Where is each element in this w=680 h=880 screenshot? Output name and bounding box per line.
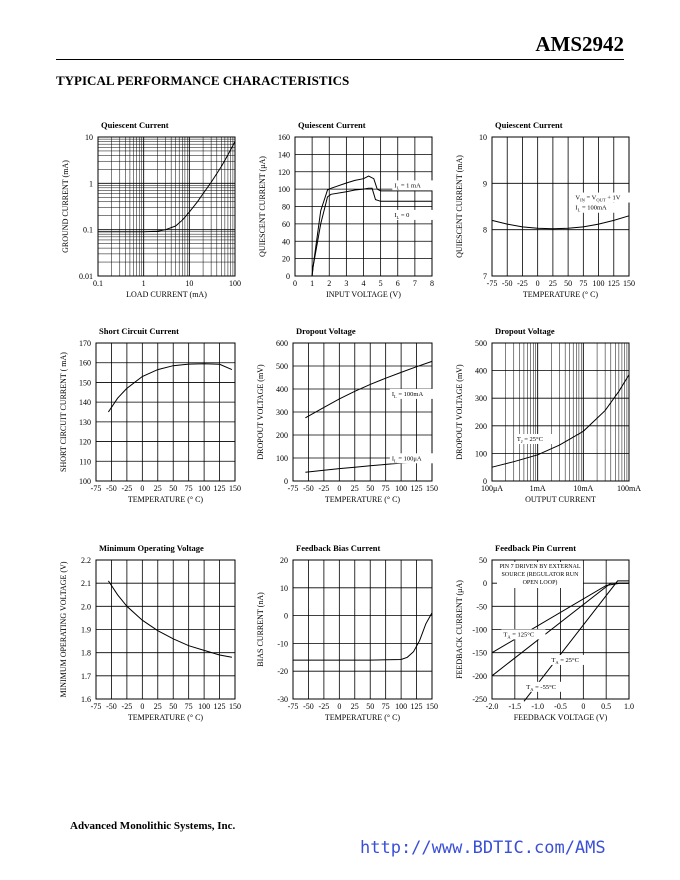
chart-title: Quiescent Current <box>101 120 169 130</box>
x-tick-label: -0.5 <box>554 702 567 711</box>
x-tick-label: 75 <box>184 702 193 711</box>
y-tick-label: 100 <box>278 185 290 195</box>
y-tick-label: 140 <box>79 398 91 408</box>
x-axis-label: LOAD CURRENT (mA) <box>126 290 207 299</box>
y-tick-label: 100 <box>79 477 91 486</box>
y-tick-label: 0 <box>284 477 288 486</box>
plot-frame <box>492 343 629 481</box>
series-line-1 <box>312 176 432 276</box>
x-tick-label: 25 <box>350 702 359 711</box>
x-axis-label: INPUT VOLTAGE (V) <box>326 290 401 299</box>
y-tick-label: 1.7 <box>81 671 91 681</box>
x-tick-label: -50 <box>501 279 513 288</box>
annotation: $I_L = 0$ <box>394 211 410 220</box>
y-tick-label: 80 <box>282 202 290 212</box>
chart-title: Quiescent Current <box>298 120 366 130</box>
y-tick-label: 8 <box>483 225 487 235</box>
y-tick-label: 9 <box>483 179 487 189</box>
x-tick-label: 1.0 <box>624 702 634 711</box>
chart-8 <box>256 543 438 722</box>
y-axis-label: DROPOUT VOLTAGE (mV) <box>256 364 265 460</box>
y-tick-label: 7 <box>483 272 487 281</box>
y-tick-label: 110 <box>79 457 91 467</box>
x-tick-label: -1.5 <box>508 702 522 711</box>
x-axis-label: TEMPERATURE (° C) <box>324 495 401 504</box>
x-tick-label: -75 <box>90 484 102 493</box>
annotation: $T_A = -55^\circ C$ <box>526 683 556 692</box>
series-line-2 <box>312 188 432 276</box>
x-tick-label: 25 <box>548 279 557 288</box>
x-tick-label: 100 <box>198 702 211 711</box>
y-tick-label: 300 <box>475 394 487 404</box>
x-tick-label: 6 <box>395 279 400 288</box>
x-tick-label: 0 <box>140 484 145 493</box>
x-tick-label: -1.0 <box>531 702 545 711</box>
x-axis-label: OUTPUT CURRENT <box>525 495 596 504</box>
x-tick-label: -75 <box>90 702 102 711</box>
chart-7 <box>59 543 241 722</box>
x-tick-label: 7 <box>412 279 417 288</box>
x-tick-label: 10 <box>185 279 194 288</box>
chart-title: Minimum Operating Voltage <box>99 543 204 553</box>
x-tick-label: 0.5 <box>601 702 612 711</box>
company-name: Advanced Monolithic Systems, Inc. <box>70 820 236 832</box>
x-tick-label: 125 <box>410 702 423 711</box>
y-tick-label: 60 <box>282 219 290 229</box>
y-axis-label: QUIESCENT CURRENT (mA) <box>455 155 464 258</box>
y-tick-label: -200 <box>472 671 487 681</box>
chart-4 <box>59 326 241 504</box>
y-tick-label: 160 <box>278 133 290 142</box>
x-axis-label: TEMPERATURE (° C) <box>127 713 204 722</box>
chart-6 <box>455 326 641 504</box>
annotation: $I_L = 100mA$ <box>575 204 607 213</box>
y-tick-label: 120 <box>79 437 91 447</box>
x-tick-label: 100mA <box>617 484 641 493</box>
x-tick-label: 10mA <box>573 484 594 493</box>
y-tick-label: 10 <box>479 133 487 142</box>
x-tick-label: 125 <box>410 484 423 493</box>
y-axis-label: QUIESCENT CURRENT (μA) <box>258 156 267 257</box>
x-tick-label: 100μA <box>480 484 504 493</box>
x-tick-label: 100 <box>198 484 211 493</box>
x-tick-label: 2 <box>327 279 332 288</box>
x-tick-label: 150 <box>426 484 438 493</box>
y-tick-label: 50 <box>479 556 487 565</box>
y-tick-label: 200 <box>276 431 288 440</box>
x-tick-label: 100 <box>592 279 605 288</box>
chart-9 <box>455 543 634 722</box>
annotation: $T_A = 125^\circ C$ <box>503 631 535 640</box>
x-tick-label: 1 <box>310 279 315 288</box>
note-line: PIN 7 DRIVEN BY EXTERNAL <box>499 564 581 570</box>
y-tick-label: 0 <box>284 611 288 621</box>
x-tick-label: 125 <box>213 484 226 493</box>
y-tick-label: 600 <box>276 339 288 348</box>
x-tick-label: 3 <box>344 279 349 288</box>
x-tick-label: 150 <box>426 702 438 711</box>
y-axis-label: GROUND CURRENT (mA) <box>61 160 70 253</box>
x-tick-label: 50 <box>169 702 178 711</box>
series-line-1 <box>492 216 629 229</box>
y-tick-label: 0.1 <box>83 225 93 235</box>
x-tick-label: -25 <box>318 702 330 711</box>
x-axis-label: TEMPERATURE (° C) <box>127 495 204 504</box>
grid <box>96 560 235 699</box>
y-tick-label: 1.6 <box>81 695 91 704</box>
y-tick-label: -150 <box>472 648 487 658</box>
x-tick-label: 75 <box>381 702 390 711</box>
y-tick-label: 400 <box>276 385 288 394</box>
annotation: $I_L = 1$ mA <box>394 182 421 191</box>
annotation: $I_L = 100\mu A$ <box>391 455 422 464</box>
y-axis-label: MINIMUM OPERATING VOLTAGE (V) <box>59 561 68 698</box>
x-tick-label: -25 <box>121 702 133 711</box>
note-line: SOURCE (REGULATOR RUN <box>501 572 579 578</box>
y-tick-label: 2.1 <box>81 579 91 589</box>
y-tick-label: 0.01 <box>79 272 93 281</box>
x-tick-label: -75 <box>287 702 299 711</box>
series-line-1 <box>98 142 235 232</box>
y-axis-label: DROPOUT VOLTAGE (mV) <box>455 364 464 460</box>
chart-title: Feedback Bias Current <box>296 543 381 553</box>
x-tick-label: 100 <box>395 484 408 493</box>
chart-title: Feedback Pin Current <box>495 543 577 553</box>
part-number: AMS2942 <box>535 32 624 56</box>
x-tick-label: 150 <box>623 279 635 288</box>
x-tick-label: 150 <box>229 484 241 493</box>
x-tick-label: 0 <box>581 702 586 711</box>
x-tick-label: 0 <box>535 279 540 288</box>
y-tick-label: 100 <box>475 449 487 459</box>
y-tick-label: 500 <box>475 339 487 348</box>
plot-frame <box>293 560 432 699</box>
chart-title: Dropout Voltage <box>296 326 356 336</box>
y-tick-label: 0 <box>483 477 487 486</box>
x-tick-label: 50 <box>169 484 178 493</box>
y-tick-label: 160 <box>79 358 91 368</box>
chart-title: Quiescent Current <box>495 120 563 130</box>
grid <box>98 137 235 276</box>
x-tick-label: -75 <box>287 484 299 493</box>
x-tick-label: 0.1 <box>93 279 103 288</box>
y-tick-label: -20 <box>277 667 288 677</box>
y-tick-label: 20 <box>280 556 288 565</box>
y-tick-label: 1.8 <box>81 648 91 658</box>
x-tick-label: -2.0 <box>485 702 499 711</box>
x-tick-label: 50 <box>564 279 573 288</box>
y-tick-label: -100 <box>472 625 487 635</box>
series-line-1 <box>293 613 432 660</box>
y-tick-label: 200 <box>475 421 487 431</box>
x-tick-label: 50 <box>366 702 375 711</box>
chart-title: Dropout Voltage <box>495 326 555 336</box>
y-tick-label: -10 <box>277 639 288 649</box>
annotation: $T_A = 25^\circ C$ <box>551 656 579 665</box>
y-tick-label: 500 <box>276 362 288 371</box>
y-tick-label: 130 <box>79 417 91 427</box>
y-axis-label: SHORT CIRCUIT CURRENT ( mA) <box>59 352 68 472</box>
x-tick-label: -50 <box>106 702 117 711</box>
x-tick-label: -50 <box>303 702 314 711</box>
chart-5 <box>256 326 438 504</box>
y-tick-label: 10 <box>280 583 288 593</box>
x-tick-label: -25 <box>318 484 330 493</box>
y-tick-label: 300 <box>276 408 288 417</box>
y-tick-label: 10 <box>85 133 93 142</box>
chart-1 <box>61 120 241 299</box>
chart-3 <box>455 120 635 299</box>
x-tick-label: 0 <box>337 702 342 711</box>
x-tick-label: -75 <box>486 279 498 288</box>
x-axis-label: FEEDBACK VOLTAGE (V) <box>513 713 608 722</box>
chart-title: Short Circuit Current <box>99 326 179 336</box>
y-tick-label: -250 <box>472 695 487 704</box>
section-title: TYPICAL PERFORMANCE CHARACTERISTICS <box>56 73 350 88</box>
x-tick-label: 0 <box>140 702 145 711</box>
x-tick-label: 75 <box>579 279 588 288</box>
y-tick-label: 1.9 <box>81 625 91 635</box>
x-tick-label: -25 <box>121 484 133 493</box>
x-tick-label: 1mA <box>529 484 546 493</box>
y-tick-label: 2.0 <box>81 602 91 612</box>
y-tick-label: 100 <box>276 454 288 463</box>
y-tick-label: 120 <box>278 167 290 177</box>
annotation: $I_L = 100mA$ <box>391 390 424 399</box>
x-axis-label: TEMPERATURE (° C) <box>324 713 401 722</box>
y-tick-label: 20 <box>282 254 290 264</box>
y-tick-label: 1 <box>89 179 93 189</box>
y-axis-label: FEEDBACK CURRENT (μA) <box>455 580 464 679</box>
y-tick-label: 0 <box>286 272 290 281</box>
annotation: $T_J = 25^\circ C$ <box>516 435 543 444</box>
x-tick-label: 25 <box>153 702 162 711</box>
x-tick-label: 75 <box>184 484 193 493</box>
x-tick-label: 4 <box>361 279 366 288</box>
x-tick-label: 1 <box>141 279 146 288</box>
y-tick-label: 400 <box>475 366 487 376</box>
x-axis-label: TEMPERATURE (° C) <box>522 290 599 299</box>
x-tick-label: 0 <box>293 279 297 288</box>
x-tick-label: 100 <box>395 702 408 711</box>
x-tick-label: 25 <box>153 484 162 493</box>
x-tick-label: 50 <box>366 484 375 493</box>
x-tick-label: 8 <box>430 279 434 288</box>
y-tick-label: -30 <box>277 695 288 704</box>
note-line: OPEN LOOP) <box>522 580 558 586</box>
x-tick-label: 150 <box>229 702 241 711</box>
x-tick-label: 100 <box>229 279 241 288</box>
y-tick-label: 2.2 <box>81 556 91 565</box>
grid <box>492 343 629 481</box>
y-tick-label: 140 <box>278 150 290 160</box>
footer-url-link[interactable]: http://www.BDTIC.com/AMS <box>360 838 606 858</box>
plot-frame <box>98 137 235 276</box>
x-tick-label: 5 <box>378 279 383 288</box>
y-axis-label: BIAS CURRENT (nA) <box>256 592 265 667</box>
x-tick-label: 125 <box>213 702 226 711</box>
y-tick-label: 40 <box>282 237 290 247</box>
y-tick-label: 170 <box>79 339 91 348</box>
y-tick-label: -50 <box>476 602 487 612</box>
grid <box>293 560 432 699</box>
annotation: $V_{IN} = V_{OUT} + 1V$ <box>575 194 621 203</box>
x-tick-label: -50 <box>106 484 117 493</box>
x-tick-label: -50 <box>303 484 314 493</box>
y-tick-label: 150 <box>79 378 91 388</box>
x-tick-label: 125 <box>607 279 620 288</box>
chart-2 <box>258 120 436 299</box>
x-tick-label: -25 <box>517 279 528 288</box>
y-tick-label: 0 <box>483 579 487 589</box>
x-tick-label: 75 <box>381 484 390 493</box>
x-tick-label: 25 <box>350 484 359 493</box>
x-tick-label: 0 <box>337 484 342 493</box>
